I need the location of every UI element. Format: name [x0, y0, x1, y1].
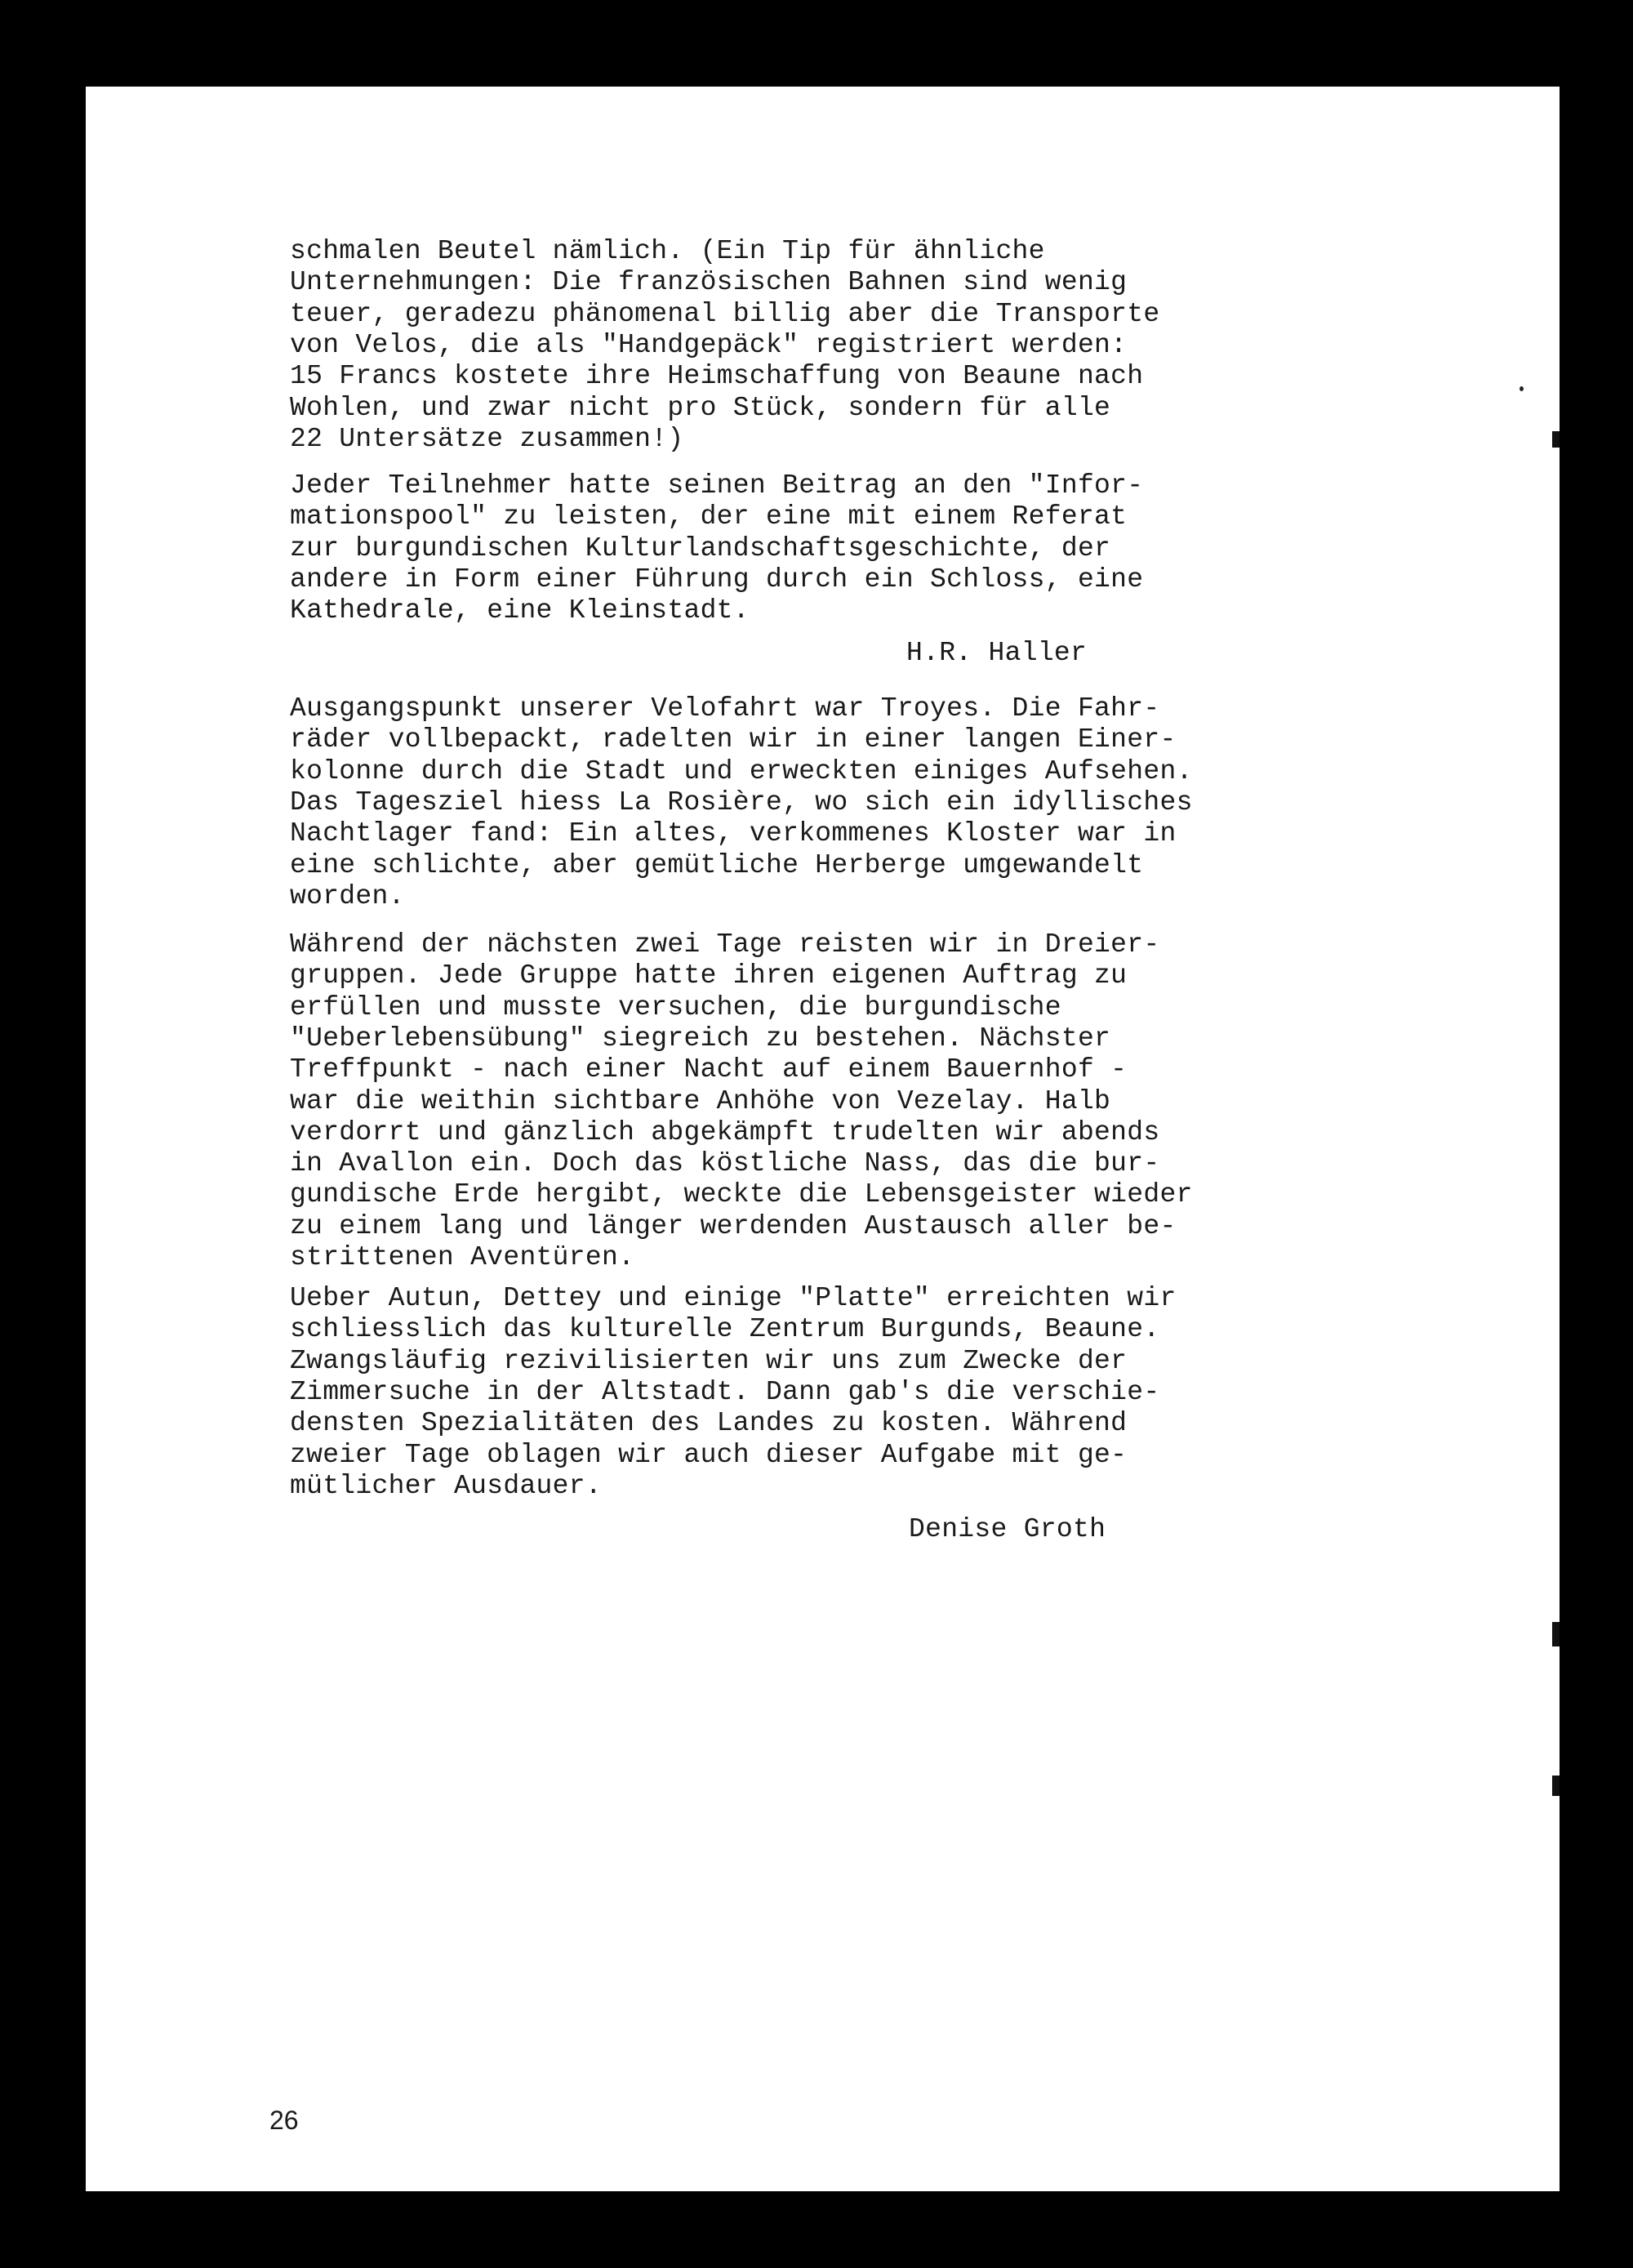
text-line: teuer, geradezu phänomenal billig aber die Transporte	[290, 298, 1160, 329]
text-line: Wohlen, und zwar nicht pro Stück, sondern für alle	[290, 392, 1111, 423]
text-line: zur burgundischen Kulturlandschaftsgeschichte, der	[290, 532, 1111, 564]
text-line: strittenen Aventüren.	[290, 1242, 635, 1272]
text-line: 15 Francs kostete ihre Heimschaffung von Beaune nach	[290, 361, 1144, 392]
text-line: Während der nächsten zwei Tage reisten wir in Dreier-	[290, 929, 1160, 960]
text-line: mationspool" zu leisten, der eine mit einem Referat	[290, 501, 1128, 532]
text-line: Zimmersuche in der Altstadt. Dann gab's die verschie-	[290, 1376, 1160, 1407]
speck-mark	[1520, 386, 1524, 391]
text-line: eine schlichte, aber gemütliche Herberge umgewandelt	[290, 849, 1144, 880]
text-line: 22 Untersätze zusammen!)	[290, 423, 684, 454]
text-line: Zwangsläufig rezivilisierten wir uns zum Zwecke der	[290, 1345, 1128, 1376]
text-line: Ausgangspunkt unserer Velofahrt war Troyes. Die Fahr-	[290, 693, 1160, 724]
text-line: gundische Erde hergibt, weckte die Lebensgeister wieder	[290, 1179, 1193, 1210]
text-line: verdorrt und gänzlich abgekämpft trudelten wir abends	[290, 1116, 1160, 1147]
text-line: andere in Form einer Führung durch ein Schloss, eine	[290, 564, 1144, 595]
edge-mark	[1552, 1776, 1560, 1796]
edge-mark	[1552, 431, 1560, 448]
text-line: Unternehmungen: Die französischen Bahnen sind wenig	[290, 267, 1128, 298]
text-line: schmalen Beutel nämlich. (Ein Tip für ähnliche	[290, 236, 1045, 266]
text-line: densten Spezialitäten des Landes zu kosten. Während	[290, 1408, 1128, 1439]
text-line: Jeder Teilnehmer hatte seinen Beitrag an den "Infor-	[290, 470, 1144, 501]
text-line: "Ueberlebensübung" siegreich zu bestehen. Nächster	[290, 1023, 1111, 1054]
page-number: 26	[269, 2105, 299, 2135]
text-line: zweier Tage oblagen wir auch dieser Aufgabe mit ge-	[290, 1439, 1128, 1470]
text-line: räder vollbepackt, radelten wir in einer langen Einer-	[290, 724, 1177, 755]
text-line: worden.	[290, 880, 405, 911]
text-line: in Avallon ein. Doch das köstliche Nass, das die bur-	[290, 1148, 1160, 1179]
text-line: mütlicher Ausdauer.	[290, 1470, 602, 1501]
text-line: Kathedrale, eine Kleinstadt.	[290, 595, 750, 626]
document-page	[86, 87, 1560, 2191]
text-line: zu einem lang und länger werdenden Austausch aller be-	[290, 1210, 1177, 1241]
text-line: Treffpunkt - nach einer Nacht auf einem Bauernhof -	[290, 1054, 1128, 1085]
text-line: Nachtlager fand: Ein altes, verkommenes Kloster war in	[290, 818, 1177, 849]
signature-haller: H.R. Haller	[906, 638, 1088, 668]
text-line: kolonne durch die Stadt und erweckten einiges Aufsehen.	[290, 755, 1193, 786]
text-line: war die weithin sichtbare Anhöhe von Vezelay. Halb	[290, 1085, 1111, 1116]
edge-mark	[1552, 1622, 1560, 1646]
text-line: gruppen. Jede Gruppe hatte ihren eigenen Auftrag zu	[290, 960, 1128, 991]
text-line: Ueber Autun, Dettey und einige "Platte" erreichten wir	[290, 1283, 1177, 1313]
text-line: erfüllen und musste versuchen, die burgundische	[290, 991, 1061, 1023]
signature-groth: Denise Groth	[909, 1514, 1106, 1544]
text-line: schliesslich das kulturelle Zentrum Burgunds, Beaune.	[290, 1314, 1160, 1345]
text-line: von Velos, die als "Handgepäck" registriert werden:	[290, 329, 1128, 360]
text-line: Das Tagesziel hiess La Rosière, wo sich ein idyllisches	[290, 786, 1193, 818]
